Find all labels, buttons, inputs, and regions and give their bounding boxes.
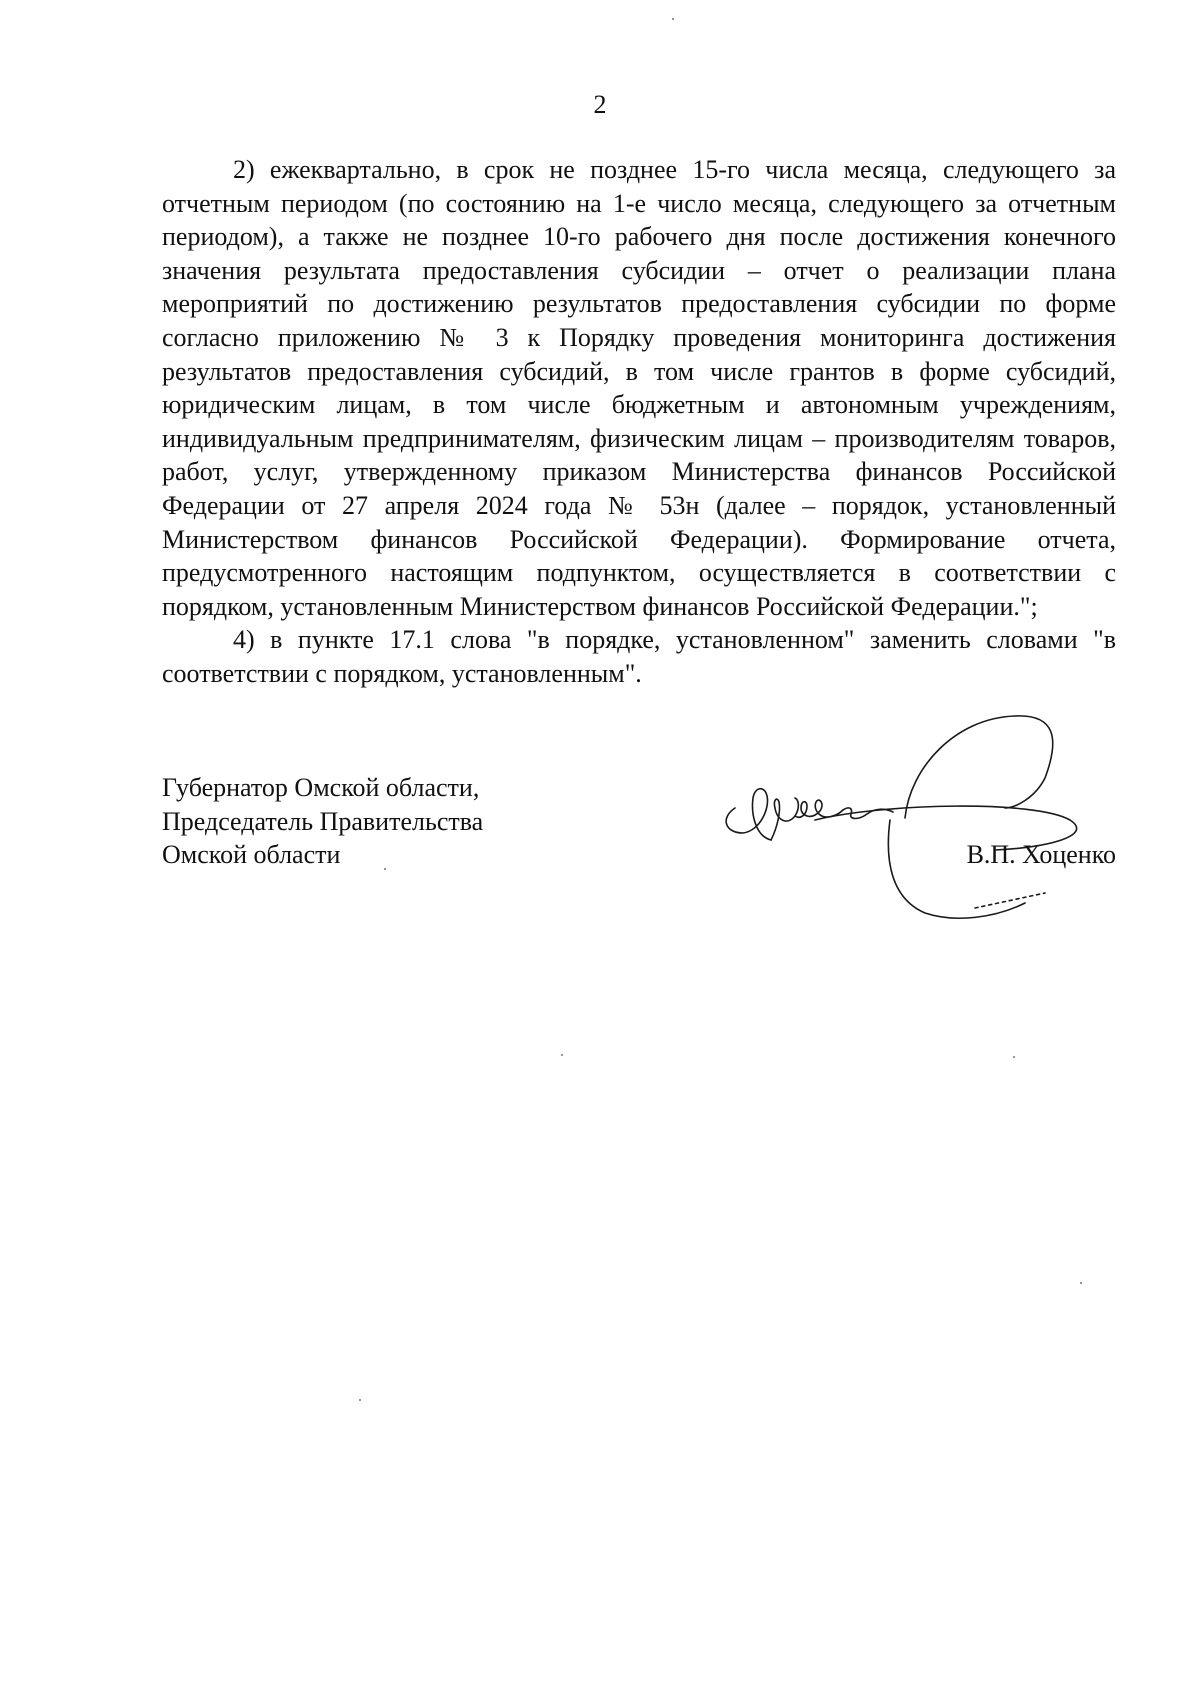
signer-name: В.П. Хоценко [966,840,1116,869]
scan-speck [561,1054,563,1056]
scan-speck [1080,1282,1082,1284]
document-body [162,153,1116,691]
scan-speck [1013,1056,1015,1058]
position-line: Губернатор Омской области, [162,773,480,802]
handwritten-signature-icon [715,708,1095,928]
page-number: 2 [593,90,607,119]
paragraph-item-2: 2) ежеквартально, в срок не позднее 15-го числа месяца, следующего за отчетным периодом (по состоянию на 1-е число месяца, следующего за отчетным периодом), а также не позднее 10-го рабочего дня после достижения конечного значения результата предоставления субсидии – отчет о реализации плана мероприятий по достижению результатов предоставления субсидии по форме согласно приложению № 3 к Порядку проведения мониторинга достижения результатов предоставления субсидий, в том числе грантов в форме субсидий, юридическим лицам, в том числе бюджетным и автономным учреждениям, индивидуальным предпринимателям, физическим лицам – производителям товаров, работ, услуг, утвержденному приказом Министерства финансов Российской Федерации от 27 апреля 2024 года № 53н (далее – порядок, установленный Министерством финансов Российской Федерации). Формирование отчета, предусмотренного настоящим подпунктом, осуществляется в соответствии с порядком, установленным Министерством финансов Российской Федерации."; [162,155,1116,621]
position-line: Председатель Правительства [162,806,484,836]
paragraph-item-4: 4) в пункте 17.1 слова "в порядке, установленном" заменить словами "в соответствии с порядком, установленным". [162,625,1116,688]
scan-speck [384,868,386,870]
position-line: Омской области [162,840,341,869]
scan-speck [359,1399,361,1401]
scan-speck [672,18,674,20]
signatory-position [162,771,483,872]
